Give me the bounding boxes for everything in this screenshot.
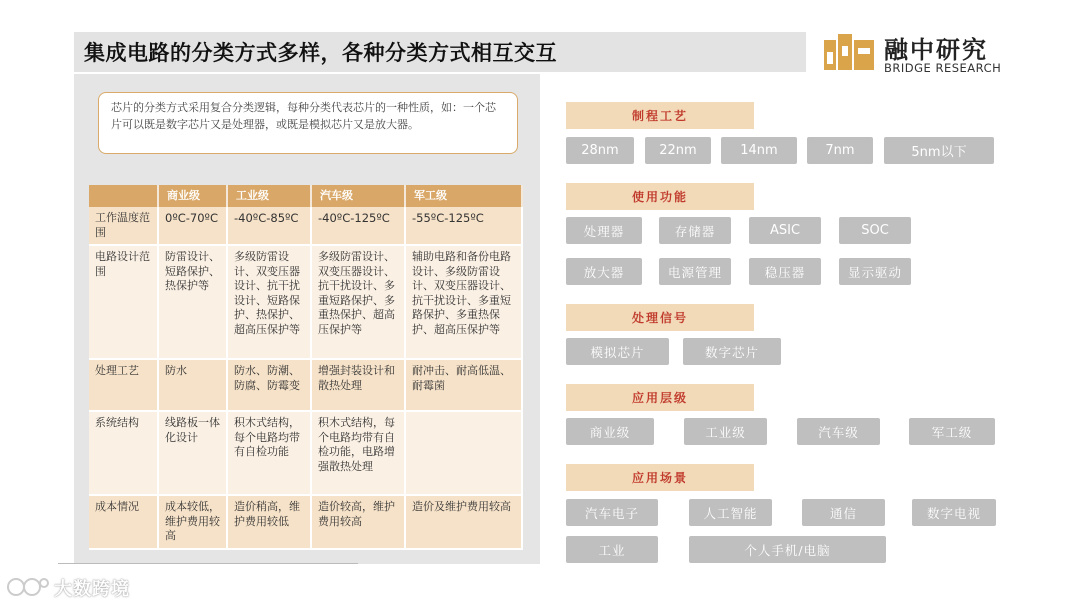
- table-header-cell: 军工级: [405, 185, 522, 207]
- grade-comparison-table: [89, 185, 523, 550]
- table-cell: [405, 411, 522, 495]
- chip-function: 放大器: [566, 258, 642, 285]
- table-cell: 造价及维护费用较高: [405, 495, 522, 549]
- chip-function: SOC: [839, 217, 911, 244]
- chip-grade: 军工级: [909, 418, 995, 445]
- category-header-process: 制程工艺: [566, 102, 754, 129]
- table-header-cell: 汽车级: [311, 185, 405, 207]
- category-header-signal: 处理信号: [566, 304, 754, 331]
- chip-scenario: 通信: [802, 499, 885, 526]
- table-cell: 积木式结构，每个电路均带有自检功能: [227, 411, 311, 495]
- chip-scenario: 数字电视: [912, 499, 996, 526]
- table-header-row: [89, 185, 522, 207]
- row-label: 成本情况: [89, 495, 158, 549]
- chip-signal: 模拟芯片: [566, 338, 669, 365]
- table-cell: 线路板一体化设计: [158, 411, 227, 495]
- row-label: 工作温度范围: [89, 207, 158, 245]
- divider: [58, 563, 358, 564]
- row-label: 电路设计范围: [89, 245, 158, 359]
- table-cell: 积木式结构，每个电路均带有自检功能，电路增强散热处理: [311, 411, 405, 495]
- chip-process: 7nm: [807, 137, 873, 164]
- table-row: [89, 495, 522, 549]
- table-row: [89, 411, 522, 495]
- chip-process: 14nm: [721, 137, 797, 164]
- title-bar: [74, 32, 806, 72]
- chip-signal: 数字芯片: [683, 338, 781, 365]
- bridge-research-logo-icon: [824, 32, 874, 74]
- table-cell: 增强封装设计和散热处理: [311, 359, 405, 411]
- chip-function: 存储器: [659, 217, 731, 244]
- chip-scenario: 人工智能: [689, 499, 772, 526]
- category-header-function: 使用功能: [566, 183, 754, 210]
- table-cell: 防水、防潮、防腐、防霉变: [227, 359, 311, 411]
- table-cell: 造价稍高，维护费用较低: [227, 495, 311, 549]
- table-cell: 0ºC-70ºC: [158, 207, 227, 245]
- chip-function: 稳压器: [749, 258, 821, 285]
- table-header-cell: 商业级: [158, 185, 227, 207]
- chip-function: 处理器: [566, 217, 642, 244]
- chip-process: 22nm: [645, 137, 711, 164]
- chip-scenario: 工业: [566, 536, 658, 563]
- table-row: [89, 359, 522, 411]
- logo: [824, 30, 1014, 78]
- table-cell: 造价较高，维护费用较高: [311, 495, 405, 549]
- category-header-scenario: 应用场景: [566, 464, 754, 491]
- table-cell: 多级防雷设计、双变压器设计、抗干扰设计、短路保护、热保护、超高压保护等: [227, 245, 311, 359]
- watermark-logo-icon: [6, 574, 50, 600]
- chip-function: ASIC: [749, 217, 821, 244]
- row-label: 系统结构: [89, 411, 158, 495]
- chip-function: 电源管理: [659, 258, 731, 285]
- chip-grade: 工业级: [684, 418, 767, 445]
- table-cell: -40ºC-125ºC: [311, 207, 405, 245]
- table-cell: 成本较低，维护费用较高: [158, 495, 227, 549]
- watermark-text: 大数跨境: [54, 579, 130, 600]
- category-header-grade: 应用层级: [566, 384, 754, 411]
- table-cell: 防水: [158, 359, 227, 411]
- table-cell: 耐冲击、耐高低温、耐霉菌: [405, 359, 522, 411]
- chip-process: 28nm: [566, 137, 634, 164]
- page-title: 集成电路的分类方式多样，各种分类方式相互交互: [84, 41, 557, 65]
- table-header-cell: 工业级: [227, 185, 311, 207]
- table-header-cell: [89, 185, 158, 207]
- chip-process: 5nm以下: [884, 137, 994, 164]
- table-row: [89, 207, 522, 245]
- table-cell: 多级防雷设计、双变压器设计、抗干扰设计、多重短路保护、多重热保护、超高压保护等: [311, 245, 405, 359]
- chip-grade: 汽车级: [797, 418, 880, 445]
- row-label: 处理工艺: [89, 359, 158, 411]
- logo-name-cn: 融中研究: [884, 36, 988, 64]
- table-row: [89, 245, 522, 359]
- watermark: [6, 572, 166, 602]
- chip-function: 显示驱动: [839, 258, 911, 285]
- table-cell: -55ºC-125ºC: [405, 207, 522, 245]
- chip-grade: 商业级: [566, 418, 654, 445]
- table-cell: 防雷设计、短路保护、热保护等: [158, 245, 227, 359]
- table-cell: 辅助电路和备份电路设计、多级防雷设计、双变压器设计、抗干扰设计、多重短路保护、多重热保护、超高压保护等: [405, 245, 522, 359]
- classification-note: 芯片的分类方式采用复合分类逻辑，每种分类代表芯片的一种性质，如：一个芯片可以既是数字芯片又是处理器，或既是模拟芯片又是放大器。: [98, 92, 518, 154]
- logo-name-en: BRIDGE RESEARCH: [884, 61, 1002, 75]
- chip-scenario: 个人手机/电脑: [689, 536, 886, 563]
- table-cell: -40ºC-85ºC: [227, 207, 311, 245]
- chip-scenario: 汽车电子: [566, 499, 658, 526]
